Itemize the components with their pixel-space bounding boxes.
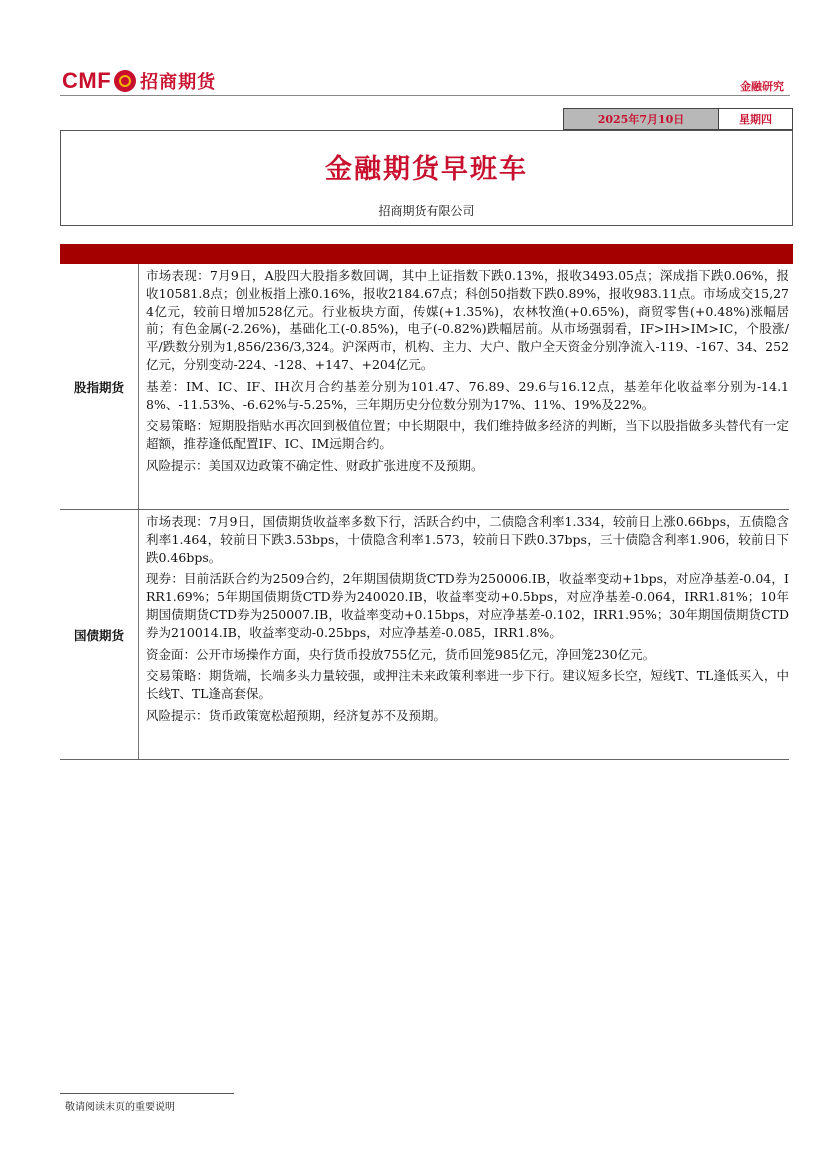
section-label: 国债期货	[60, 510, 139, 759]
paragraph-strategy: 交易策略：短期股指贴水再次回到极值位置；中长期限中，我们维持做多经济的判断，当下以股指做多头替代有一定超额，推荐逢低配置IF、IC、IM远期合约。	[146, 418, 789, 452]
logo-chinese-text: 招商期货	[140, 72, 217, 93]
footer-note: 敬请阅读末页的重要说明	[65, 1102, 175, 1113]
paragraph-strategy: 交易策略：期货端，长端多头力量较强，或押注未来政策利率进一步下行。建议短多长空，短线T、TL逢低买入，中长线T、TL逢高套保。	[146, 668, 789, 702]
date-box	[563, 108, 793, 130]
table-header-bar	[60, 244, 793, 264]
section-body	[139, 264, 789, 509]
page-title: 金融期货早班车	[325, 154, 528, 185]
paragraph-liquidity: 资金面：公开市场操作方面，央行货币投放755亿元，货币回笼985亿元，净回笼230亿元。	[146, 646, 656, 662]
title-box	[60, 130, 793, 226]
section-body	[139, 510, 789, 759]
paragraph-risk: 风险提示：货币政策宽松超预期，经济复苏不及预期。	[146, 707, 447, 723]
paragraph-risk: 风险提示：美国双边政策不确定性、财政扩张进度不及预期。	[146, 457, 484, 473]
header-divider	[60, 95, 790, 96]
report-date: 2025年7月10日	[564, 109, 719, 129]
company-name: 招商期货有限公司	[378, 204, 475, 218]
report-weekday: 星期四	[719, 109, 792, 129]
footer-divider	[60, 1093, 234, 1094]
paragraph-basis: 基差：IM、IC、IF、IH次月合约基差分别为101.47、76.89、29.6与16.12点，基差年化收益率分别为-14.18%、-11.53%、-6.62%与-5.25%，三年期历史分位数分别为17%、11%、19%及22%。	[146, 378, 789, 412]
company-logo	[62, 66, 216, 96]
paragraph-market: 市场表现：7月9日，国债期货收益率多数下行，活跃合约中，二债隐含利率1.334，较前日上涨0.66bps，五债隐含利率1.464，较前日下跌3.53bps，十债隐含利率1.573，较前日下跌0.37bps，三十债隐含利率1.906，较前日下跌0.46bps。	[146, 514, 789, 565]
logo-emblem-icon	[114, 70, 136, 92]
section-stock-index-futures	[60, 264, 789, 510]
section-treasury-futures	[60, 510, 789, 760]
paragraph-cash-bonds: 现券：目前活跃合约为2509合约，2年期国债期货CTD券为250006.IB，收益率变动+1bps，对应净基差-0.04，IRR1.69%；5年期国债期货CTD券为240020.IB，收益率变动+0.5bps，对应净基差-0.064，IRR1.81%；10年期国债期货CTD券为250007.IB，收益率变动+0.15bps，对应净基差-0.102，IRR1.95%；30年期国债期货CTD券为210014.IB，收益率变动-0.25bps，对应净基差-0.085，IRR1.8%。	[146, 571, 789, 640]
report-category: 金融研究	[740, 80, 784, 93]
logo-cmf-text: CMF	[62, 68, 112, 93]
section-label: 股指期货	[60, 264, 139, 509]
paragraph-market: 市场表现：7月9日，A股四大股指多数回调，其中上证指数下跌0.13%，报收3493.05点；深成指下跌0.06%，报收10581.8点；创业板指上涨0.16%，报收2184.67点；科创50指数下跌0.89%，报收983.11点。市场成交15,274亿元，较前日增加528亿元。行业板块方面，传媒(+1.35%)，农林牧渔(+0.65%)，商贸零售(+0.48%)涨幅居前；有色金属(-2.26%)，基础化工(-0.85%)，电子(-0.82%)跌幅居前。从市场强弱看，IF>IH>IM>IC，个股涨/平/跌数分别为1,856/236/3,324。沪深两市，机构、主力、大户、散户全天资金分别净流入-119、-167、34、252亿元，分别变动-224、-128、+147、+204亿元。	[146, 268, 789, 372]
